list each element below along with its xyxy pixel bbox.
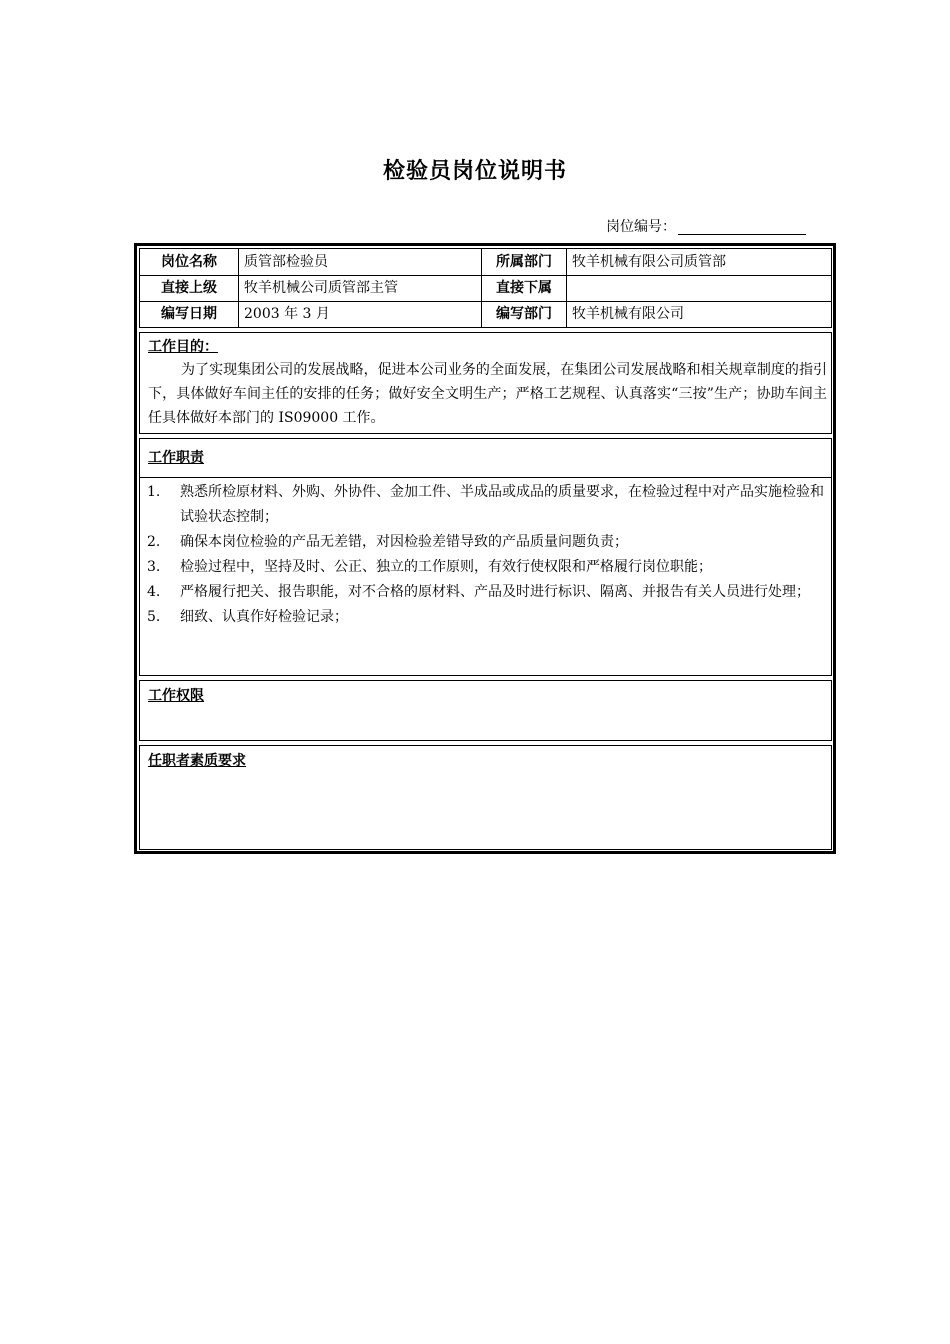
duties-heading: 工作职责 <box>148 450 204 466</box>
duty-item: 4. 严格履行把关、报告职能，对不合格的原材料、产品及时进行标识、隔离、并报告有关人员进行处理； <box>147 584 810 600</box>
department-value: 牧羊机械有限公司质管部 <box>572 254 726 270</box>
purpose-section <box>139 332 832 434</box>
direct-subordinate-label: 直接下属 <box>496 280 552 296</box>
position-name-value: 质管部检验员 <box>244 254 328 270</box>
authority-heading: 工作权限 <box>148 688 204 704</box>
purpose-text: 为了实现集团公司的发展战略，促进本公司业务的全面发展，在集团公司发展战略和相关规章制度的指引下，具体做好车间主任的安排的任务；做好安全文明生产；严格工艺规程、认真落实“三按”生产；协助车间主任具体做好本部门的 IS09000 工作。 <box>148 362 827 426</box>
direct-subordinate-value <box>567 275 831 301</box>
direct-superior-label: 直接上级 <box>161 280 217 296</box>
duty-item: 5. 细致、认真作好检验记录； <box>147 609 348 625</box>
duty-item: 2. 确保本岗位检验的产品无差错，对因检验差错导致的产品质量问题负责； <box>147 534 628 550</box>
qualifications-section <box>139 745 832 850</box>
duties-list <box>140 477 831 630</box>
date-label: 编写日期 <box>161 306 217 322</box>
author-dept-value: 牧羊机械有限公司 <box>572 306 684 322</box>
info-table <box>139 248 832 328</box>
page-title: 检验员岗位说明书 <box>382 159 567 184</box>
position-code-label: 岗位编号： <box>606 219 676 235</box>
duty-item: 1. 熟悉所检原材料、外购、外协件、金加工件、半成品或成品的质量要求，在检验过程中对产品实施检验和试验状态控制； <box>147 484 824 525</box>
direct-superior-value: 牧羊机械公司质管部主管 <box>244 280 398 296</box>
date-value: 2003 年 3 月 <box>244 306 330 322</box>
purpose-heading: 工作目的： <box>148 339 218 355</box>
duties-section <box>139 438 832 676</box>
department-label: 所属部门 <box>496 254 552 270</box>
qualifications-heading: 任职者素质要求 <box>148 753 246 769</box>
duty-item: 3. 检验过程中，坚持及时、公正、独立的工作原则，有效行使权限和严格履行岗位职能； <box>147 559 712 575</box>
position-name-label: 岗位名称 <box>161 254 217 270</box>
authority-section <box>139 680 832 741</box>
position-code-blank-line <box>678 234 806 235</box>
author-dept-label: 编写部门 <box>496 306 552 322</box>
